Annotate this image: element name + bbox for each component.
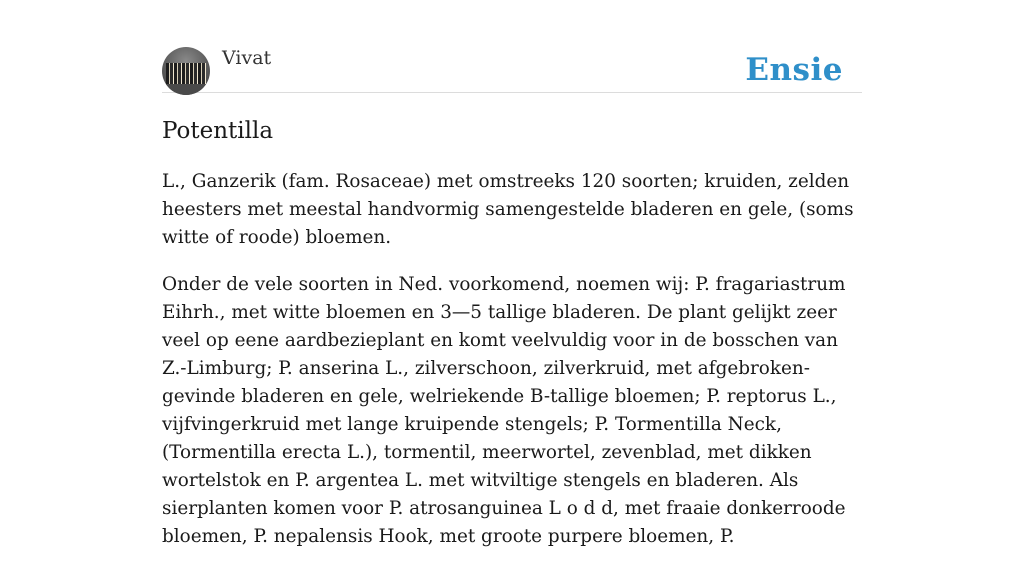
article-body bbox=[162, 168, 862, 570]
shelf-graphic bbox=[162, 84, 210, 95]
article-paragraph: L., Ganzerik (fam. Rosaceae) met omstreeks 120 soorten; kruiden, zelden heesters met meestal handvormig samengestelde bladeren en gele, (soms witte of roode) bloemen. bbox=[162, 171, 854, 248]
bookshelf-icon bbox=[166, 63, 206, 85]
source-avatar[interactable] bbox=[162, 47, 210, 95]
brand-logo[interactable]: Ensie bbox=[745, 52, 843, 88]
source-name[interactable]: Vivat bbox=[222, 47, 272, 69]
article-paragraph: Onder de vele soorten in Ned. voorkomend, noemen wij: P. fragariastrum Eihrh., met witte bloemen en 3—5 tallige bladeren. De plant gelijkt zeer veel op eene aardbezieplant en komt veelvuldig voor in de bosschen van Z.-Limburg; P. anserina L., zilverschoon, zilverkruid, met afgebroken-gevinde bladeren en gele, welriekende B-tallige bloemen; P. reptorus L., vijfvingerkruid met lange kruipende stengels; P. Tormentilla Neck, (Tormentilla erecta L.), tormentil, meerwortel, zevenblad, met dikken wortelstok en P. argentea L. met witviltige stengels en bladeren. Als sierplanten komen voor P. atrosanguinea L o d d, met fraaie donkerroode bloemen, P. nepalensis Hook, met groote purpere bloemen, P. bbox=[162, 274, 846, 547]
article-page bbox=[162, 0, 862, 547]
article-title: Potentilla bbox=[162, 118, 274, 144]
article-header bbox=[162, 0, 862, 93]
